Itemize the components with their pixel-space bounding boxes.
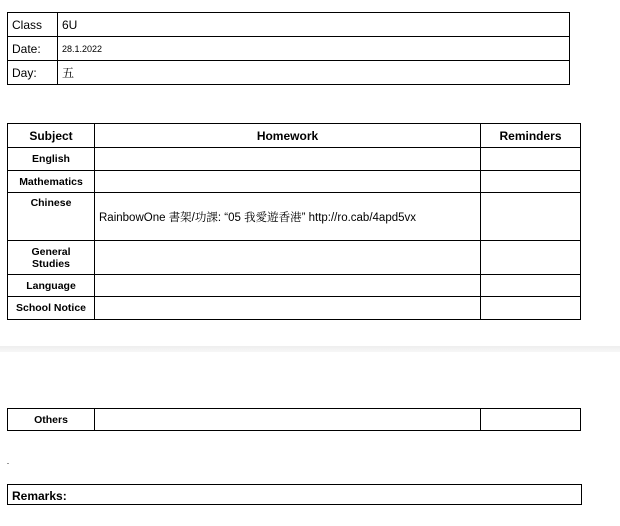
subject-general-studies [8,241,95,275]
class-value[interactable]: 6U [58,13,570,37]
subject-mathematics: Mathematics [8,171,95,193]
table-row-general-studies [8,241,581,275]
day-value[interactable]: 五 [58,61,570,85]
homework-table-header [8,124,581,148]
remarks-box[interactable] [7,484,582,505]
class-row [8,13,570,37]
homework-cell-english[interactable] [95,148,481,171]
subject-others: Others [8,409,95,431]
reminders-cell-general-studies[interactable] [481,241,581,275]
reminders-cell-mathematics[interactable] [481,171,581,193]
reminders-cell-language[interactable] [481,275,581,297]
homework-cell-mathematics[interactable] [95,171,481,193]
reminders-cell-school-notice[interactable] [481,297,581,320]
reminders-header: Reminders [481,124,581,148]
reminders-cell-chinese[interactable] [481,193,581,241]
reminders-cell-english[interactable] [481,148,581,171]
homework-cell-others[interactable] [95,409,481,431]
subject-language: Language [8,275,95,297]
page-break-divider [0,346,620,352]
subject-general-studies-line1: General [31,245,71,258]
class-label: Class [8,13,58,37]
day-row [8,61,570,85]
homework-table [7,123,581,320]
homework-cell-general-studies[interactable] [95,241,481,275]
table-row-school-notice [8,297,581,320]
date-label: Date: [8,37,58,61]
table-row-others [8,409,581,431]
table-row-english [8,148,581,171]
date-value[interactable]: 28.1.2022 [58,37,570,61]
homework-cell-chinese[interactable]: RainbowOne 書架/功課: “05 我愛遊香港” http://ro.cab/4apd5vx [95,193,481,241]
homework-header: Homework [95,124,481,148]
stray-mark [7,463,9,464]
class-info-table [7,12,570,85]
table-row-mathematics [8,171,581,193]
subject-general-studies-line2: Studies [32,257,70,270]
subject-english: English [8,148,95,171]
table-row-chinese [8,193,581,241]
remarks-label: Remarks: [12,489,67,503]
date-row [8,37,570,61]
subject-school-notice: School Notice [8,297,95,320]
homework-cell-language[interactable] [95,275,481,297]
subject-header: Subject [8,124,95,148]
reminders-cell-others[interactable] [481,409,581,431]
subject-chinese: Chinese [8,193,95,241]
homework-cell-school-notice[interactable] [95,297,481,320]
others-table [7,408,581,431]
day-label: Day: [8,61,58,85]
table-row-language [8,275,581,297]
